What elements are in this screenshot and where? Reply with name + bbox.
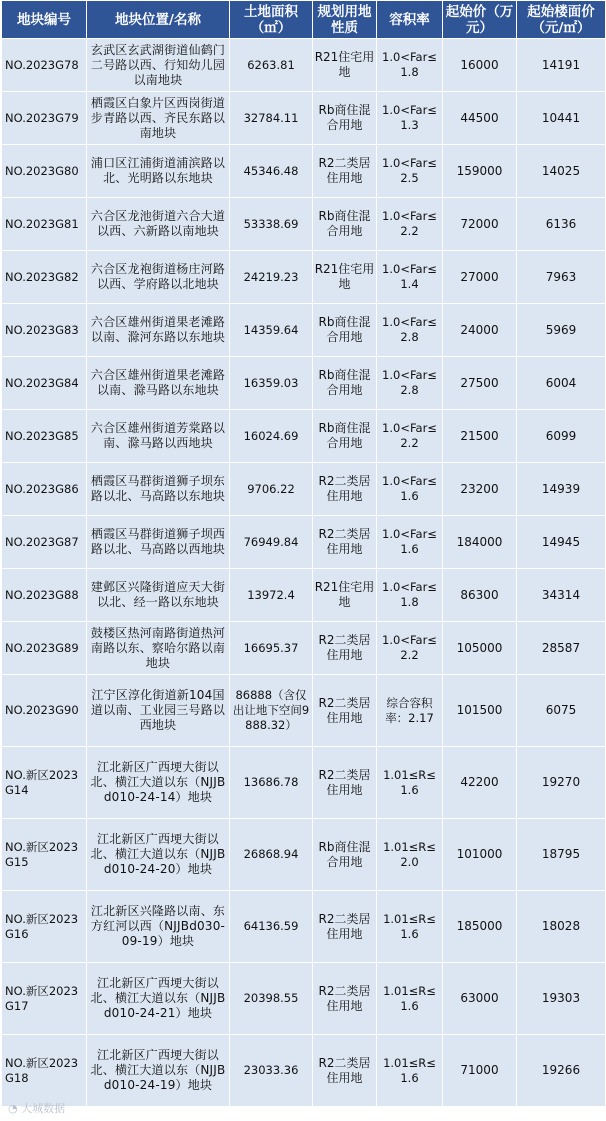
cell-location: 江北新区广西埂大街以北、横江大道以东（NJJBd010-24-21）地块 — [87, 963, 230, 1035]
cell-plot-ratio: 综合容积率：2.17 — [377, 675, 443, 747]
cell-start-price: 27500 — [443, 357, 517, 410]
cell-floor-price: 14025 — [517, 145, 606, 198]
cell-land-use: Rb商住混合用地 — [313, 198, 377, 251]
table-row — [2, 1035, 606, 1107]
cell-parcel-id: NO.2023G82 — [2, 251, 87, 304]
cell-plot-ratio: 1.0<Far≤2.8 — [377, 357, 443, 410]
cell-start-price: 101500 — [443, 675, 517, 747]
cell-parcel-id: NO.2023G90 — [2, 675, 87, 747]
cell-plot-ratio: 1.0<Far≤1.8 — [377, 39, 443, 92]
cell-plot-ratio: 1.0<Far≤2.8 — [377, 304, 443, 357]
cell-land-area: 86888（含仅出让地下空间9888.32） — [230, 675, 313, 747]
cell-plot-ratio: 1.01≤R≤2.0 — [377, 819, 443, 891]
header-floor-price: 起始楼面价（元/㎡） — [517, 1, 606, 39]
cell-floor-price: 28587 — [517, 622, 606, 675]
watermark-logo: ◔ 大城数据 — [8, 1102, 66, 1115]
cell-floor-price: 6099 — [517, 410, 606, 463]
cell-land-use: R21住宅用地 — [313, 569, 377, 622]
cell-parcel-id: NO.2023G81 — [2, 198, 87, 251]
cell-land-use: Rb商住混合用地 — [313, 357, 377, 410]
cell-land-area: 13972.4 — [230, 569, 313, 622]
cell-location: 浦口区江浦街道浦滨路以北、光明路以东地块 — [87, 145, 230, 198]
table-row — [2, 357, 606, 410]
cell-location: 江北新区兴隆路以南、东方红河以西（NJJBd030-09-19）地块 — [87, 891, 230, 963]
cell-parcel-id: NO.2023G88 — [2, 569, 87, 622]
cell-land-area: 32784.11 — [230, 92, 313, 145]
cell-location: 江北新区广西埂大街以北、横江大道以东（NJJBd010-24-19）地块 — [87, 1035, 230, 1107]
cell-land-use: R21住宅用地 — [313, 251, 377, 304]
cell-plot-ratio: 1.0<Far≤1.4 — [377, 251, 443, 304]
cell-start-price: 86300 — [443, 569, 517, 622]
table-row — [2, 891, 606, 963]
cell-land-area: 64136.59 — [230, 891, 313, 963]
table-row — [2, 145, 606, 198]
header-plot-ratio: 容积率 — [377, 1, 443, 39]
cell-plot-ratio: 1.01≤R≤1.6 — [377, 963, 443, 1035]
cell-location: 江北新区广西埂大街以北、横江大道以东（NJJBd010-24-20）地块 — [87, 819, 230, 891]
header-location: 地块位置/名称 — [87, 1, 230, 39]
table-row — [2, 569, 606, 622]
cell-start-price: 63000 — [443, 963, 517, 1035]
cell-location: 鼓楼区热河南路街道热河南路以东、察哈尔路以南地块 — [87, 622, 230, 675]
cell-land-area: 76949.84 — [230, 516, 313, 569]
cell-start-price: 185000 — [443, 891, 517, 963]
cell-land-use: Rb商住混合用地 — [313, 92, 377, 145]
cell-land-use: Rb商住混合用地 — [313, 304, 377, 357]
cell-land-area: 53338.69 — [230, 198, 313, 251]
header-start-price: 起始价（万元） — [443, 1, 517, 39]
cell-location: 六合区雄州街道芳棠路以南、滁马路以西地块 — [87, 410, 230, 463]
cell-land-use: R2二类居住用地 — [313, 963, 377, 1035]
cell-floor-price: 6136 — [517, 198, 606, 251]
cell-parcel-id: NO.2023G78 — [2, 39, 87, 92]
table-row — [2, 198, 606, 251]
cell-parcel-id: NO.2023G83 — [2, 304, 87, 357]
land-auction-table — [1, 0, 606, 1107]
cell-floor-price: 5969 — [517, 304, 606, 357]
cell-start-price: 21500 — [443, 410, 517, 463]
cell-location: 栖霞区白象片区西岗街道步青路以西、齐民东路以南地块 — [87, 92, 230, 145]
cell-plot-ratio: 1.0<Far≤2.2 — [377, 198, 443, 251]
cell-floor-price: 34314 — [517, 569, 606, 622]
cell-land-area: 16359.03 — [230, 357, 313, 410]
table-row — [2, 39, 606, 92]
cell-land-area: 24219.23 — [230, 251, 313, 304]
cell-floor-price: 6004 — [517, 357, 606, 410]
table-row — [2, 304, 606, 357]
cell-plot-ratio: 1.0<Far≤2.2 — [377, 622, 443, 675]
cell-start-price: 16000 — [443, 39, 517, 92]
cell-parcel-id: NO.2023G84 — [2, 357, 87, 410]
cell-location: 建邺区兴隆街道应天大街以北、经一路以东地块 — [87, 569, 230, 622]
cell-location: 江宁区淳化街道新104国道以南、工业园三号路以西地块 — [87, 675, 230, 747]
table-row — [2, 92, 606, 145]
cell-floor-price: 6075 — [517, 675, 606, 747]
table-row — [2, 410, 606, 463]
cell-floor-price: 18795 — [517, 819, 606, 891]
cell-land-area: 6263.81 — [230, 39, 313, 92]
cell-land-area: 13686.78 — [230, 747, 313, 819]
cell-floor-price: 18028 — [517, 891, 606, 963]
cell-start-price: 44500 — [443, 92, 517, 145]
cell-start-price: 101000 — [443, 819, 517, 891]
cell-floor-price: 19303 — [517, 963, 606, 1035]
cell-plot-ratio: 1.01≤R≤1.6 — [377, 1035, 443, 1107]
cell-parcel-id: NO.2023G89 — [2, 622, 87, 675]
table-row — [2, 819, 606, 891]
table-row — [2, 251, 606, 304]
cell-start-price: 105000 — [443, 622, 517, 675]
cell-start-price: 24000 — [443, 304, 517, 357]
cell-floor-price: 14945 — [517, 516, 606, 569]
cell-plot-ratio: 1.0<Far≤1.6 — [377, 516, 443, 569]
table-row — [2, 747, 606, 819]
cell-parcel-id: NO.2023G87 — [2, 516, 87, 569]
table-row — [2, 516, 606, 569]
cell-floor-price: 10441 — [517, 92, 606, 145]
cell-parcel-id: NO.2023G86 — [2, 463, 87, 516]
cell-floor-price: 19270 — [517, 747, 606, 819]
cell-land-area: 14359.64 — [230, 304, 313, 357]
cell-start-price: 42200 — [443, 747, 517, 819]
table-row — [2, 675, 606, 747]
cell-land-use: R2二类居住用地 — [313, 891, 377, 963]
cell-land-area: 23033.36 — [230, 1035, 313, 1107]
cell-floor-price: 7963 — [517, 251, 606, 304]
cell-land-use: R2二类居住用地 — [313, 1035, 377, 1107]
cell-plot-ratio: 1.0<Far≤2.5 — [377, 145, 443, 198]
header-row — [2, 1, 606, 39]
cell-land-use: Rb商住混合用地 — [313, 819, 377, 891]
cell-plot-ratio: 1.0<Far≤1.3 — [377, 92, 443, 145]
cell-parcel-id: NO.2023G80 — [2, 145, 87, 198]
cell-land-use: Rb商住混合用地 — [313, 410, 377, 463]
cell-parcel-id: NO.新区2023G15 — [2, 819, 87, 891]
cell-land-use: R21住宅用地 — [313, 39, 377, 92]
table-row — [2, 963, 606, 1035]
cell-plot-ratio: 1.0<Far≤1.6 — [377, 463, 443, 516]
cell-start-price: 27000 — [443, 251, 517, 304]
cell-land-area: 9706.22 — [230, 463, 313, 516]
cell-plot-ratio: 1.01≤R≤1.6 — [377, 891, 443, 963]
cell-location: 六合区龙池街道六合大道以西、六新路以南地块 — [87, 198, 230, 251]
cell-location: 玄武区玄武湖街道仙鹤门二号路以西、行知幼儿园以南地块 — [87, 39, 230, 92]
cell-land-area: 16024.69 — [230, 410, 313, 463]
cell-land-use: R2二类居住用地 — [313, 747, 377, 819]
cell-start-price: 23200 — [443, 463, 517, 516]
cell-parcel-id: NO.2023G79 — [2, 92, 87, 145]
cell-plot-ratio: 1.0<Far≤1.8 — [377, 569, 443, 622]
cell-location: 栖霞区马群街道狮子坝东路以北、马高路以东地块 — [87, 463, 230, 516]
table-row — [2, 622, 606, 675]
cell-floor-price: 14191 — [517, 39, 606, 92]
cell-land-area: 20398.55 — [230, 963, 313, 1035]
cell-start-price: 71000 — [443, 1035, 517, 1107]
cell-parcel-id: NO.2023G85 — [2, 410, 87, 463]
cell-land-use: R2二类居住用地 — [313, 675, 377, 747]
cell-land-area: 16695.37 — [230, 622, 313, 675]
header-land-use: 规划用地性质 — [313, 1, 377, 39]
cell-location: 六合区龙袍街道杨庄河路以西、学府路以北地块 — [87, 251, 230, 304]
cell-start-price: 184000 — [443, 516, 517, 569]
cell-floor-price: 14939 — [517, 463, 606, 516]
cell-land-use: R2二类居住用地 — [313, 516, 377, 569]
cell-land-use: R2二类居住用地 — [313, 622, 377, 675]
cell-start-price: 159000 — [443, 145, 517, 198]
cell-plot-ratio: 1.01≤R≤1.6 — [377, 747, 443, 819]
cell-location: 六合区雄州街道果老滩路以南、滁河东路以东地块 — [87, 304, 230, 357]
cell-parcel-id: NO.新区2023G14 — [2, 747, 87, 819]
cell-plot-ratio: 1.0<Far≤2.2 — [377, 410, 443, 463]
cell-parcel-id: NO.新区2023G18 — [2, 1035, 87, 1107]
cell-parcel-id: NO.新区2023G17 — [2, 963, 87, 1035]
header-parcel-id: 地块编号 — [2, 1, 87, 39]
header-land-area: 土地面积（㎡） — [230, 1, 313, 39]
cell-parcel-id: NO.新区2023G16 — [2, 891, 87, 963]
cell-land-area: 45346.48 — [230, 145, 313, 198]
cell-land-area: 26868.94 — [230, 819, 313, 891]
cell-location: 栖霞区马群街道狮子坝西路以北、马高路以西地块 — [87, 516, 230, 569]
cell-land-use: R2二类居住用地 — [313, 463, 377, 516]
cell-land-use: R2二类居住用地 — [313, 145, 377, 198]
cell-location: 江北新区广西埂大街以北、横江大道以东（NJJBd010-24-14）地块 — [87, 747, 230, 819]
cell-start-price: 72000 — [443, 198, 517, 251]
table-row — [2, 463, 606, 516]
cell-location: 六合区雄州街道果老滩路以南、滁马路以东地块 — [87, 357, 230, 410]
cell-floor-price: 19266 — [517, 1035, 606, 1107]
